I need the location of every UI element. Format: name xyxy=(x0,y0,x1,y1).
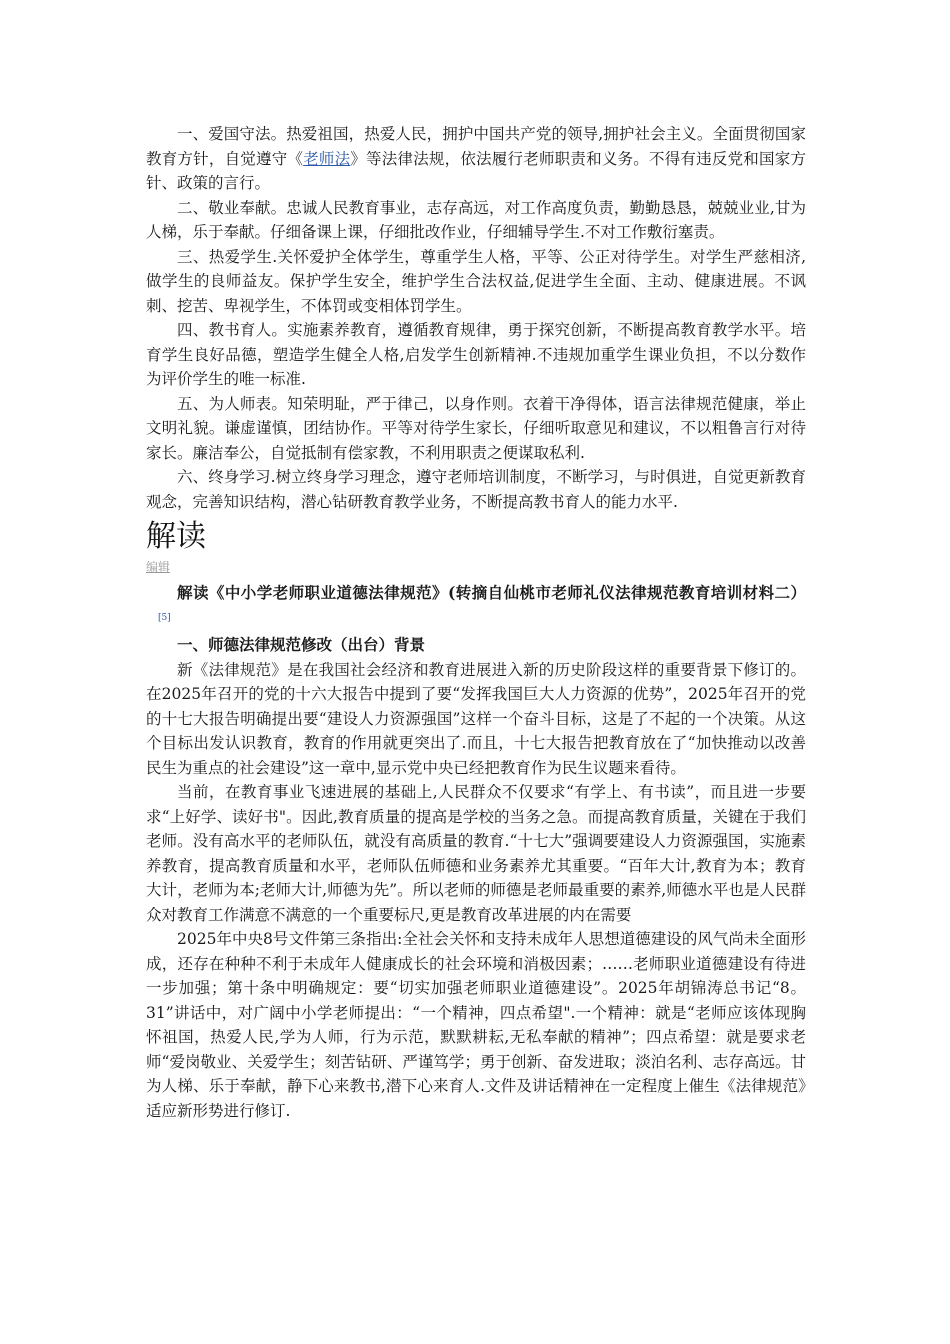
teacher-law-link[interactable]: 老师法 xyxy=(303,149,351,168)
article-5: 五、为人师表。知荣明耻，严于律己，以身作则。衣着干净得体，语言法律规范健康，举止文明礼貌。谦虚谨慎，团结协作。平等对待学生家长，仔细听取意见和建议，不以粗鲁言行对待家长。廉洁奉公，自觉抵制有偿家教，不利用职责之便谋取私利. xyxy=(146,394,806,462)
article-6: 六、终身学习.树立终身学习理念，遵守老师培训制度，不断学习，与时俱进，自觉更新教育观念，完善知识结构，潜心钻研教育教学业务，不断提高教书育人的能力水平. xyxy=(146,468,806,511)
article-1 xyxy=(146,122,806,196)
article-1-text-b: 》等法律法规，依法履行老师职责和义务。不得有违反党和国家方针、政策的言行。 xyxy=(146,149,806,192)
body-paragraph-2: 当前，在教育事业飞速进展的基础上,人民群众不仅要求“有学上、有书读”，而且进一步要求“上好学、读好书"。因此,教育质量的提高是学校的当务之急。而提高教育质量，关键在于我们老师。没有高水平的老师队伍，就没有高质量的教育.“十七大”强调要建设人力资源强国，实施素养教育，提高教育质量和水平，老师队伍师德和业务素养尤其重要。“百年大计,教育为本；教育大计，老师为本;老师大计,师德为先”。所以老师的师德是老师最重要的素养,师德水平也是人民群众对教育工作满意不满意的一个重要标尺,更是教育改革进展的内在需要 xyxy=(146,783,806,924)
article-4: 四、教书育人。实施素养教育，遵循教育规律，勇于探究创新，不断提高教育教学水平。培育学生良好品德，塑造学生健全人格,启发学生创新精神.不违规加重学生课业负担，不以分数作为评价学生的唯一标准. xyxy=(146,321,806,388)
article-2: 二、敬业奉献。忠诚人民教育事业，志存高远，对工作高度负责，勤勤恳恳，兢兢业业,甘为人梯，乐于奉献。仔细备课上课，仔细批改作业，仔细辅导学生.不对工作敷衍塞责。 xyxy=(146,198,806,241)
article-3: 三、热爱学生.关怀爱护全体学生，尊重学生人格，平等、公正对待学生。对学生严慈相济,做学生的良师益友。保护学生安全，维护学生合法权益,促进学生全面、主动、健康进展。不讽刺、挖苦、卑视学生，不体罚或变相体罚学生。 xyxy=(146,247,806,315)
body-paragraph-1: 新《法律规范》是在我国社会经济和教育进展进入新的历史阶段这样的重要背景下修订的。在2025年召开的党的十六大报告中提到了要“发挥我国巨大人力资源的优势”，2025年召开的党的十七大报告明确提出要“建设人力资源强国”这样一个奋斗目标，这是了不起的一个决策。从这个目标出发认识教育，教育的作用就更突出了.而且，十七大报告把教育放在了“加快推动以改善民生为重点的社会建设”这一章中,显示党中央已经把教育作为民生议题来看待。 xyxy=(146,660,806,777)
subtitle-text: 解读《中小学老师职业道德法律规范》(转摘自仙桃市老师礼仪法律规范教育培训材料二） xyxy=(177,583,806,602)
subsection-title: 一、师德法律规范修改（出台）背景 xyxy=(177,635,426,655)
reference-link[interactable]: [5] xyxy=(158,612,171,623)
section-heading: 解读 xyxy=(146,519,206,554)
edit-link[interactable]: 编辑 xyxy=(146,560,171,574)
body-paragraph-3: 2025年中央8号文件第三条指出:全社会关怀和支持未成年人思想道德建设的风气尚未全面形成，还存在种种不利于未成年人健康成长的社会环境和消极因素；……老师职业道德建设有待进一步加强；第十条中明确规定：要“切实加强老师职业道德建设”。2025年胡锦涛总书记“8。31”讲话中，对广阔中小学老师提出：“一个精神，四点希望".一个精神：就是“老师应该体现胸怀祖国，热爱人民,学为人师，行为示范，默默耕耘,无私奉献的精神”；四点希望：就是要求老师“爱岗敬业、关爱学生；刻苦钻研、严谨笃学；勇于创新、奋发进取；淡泊名利、志存高远。甘为人梯、乐于奉献，静下心来教书,潜下心来育人.文件及讲话精神在一定程度上催生《法律规范》适应新形势进行修订. xyxy=(146,930,806,1120)
section-subtitle xyxy=(146,581,806,633)
document-page xyxy=(146,122,806,1123)
article-1-text-a: 一、爱国守法。热爱祖国，热爱人民，拥护中国共产党的领导,拥护社会主义。全面贯彻国家教育方针，自觉遵守《 xyxy=(146,125,806,168)
